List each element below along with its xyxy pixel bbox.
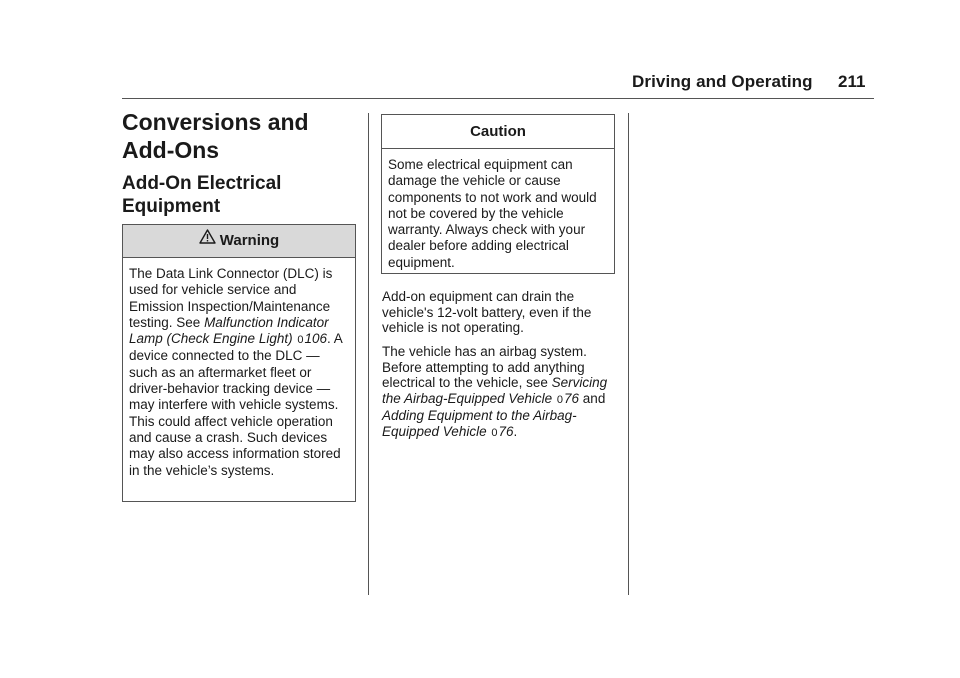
airbag-ref-page-1[interactable]: 76 — [564, 390, 580, 406]
section-title-line-2: Add-Ons — [122, 137, 220, 163]
running-header-title: Driving and Operating — [632, 72, 813, 91]
subsection-title — [122, 172, 362, 218]
caution-box — [381, 114, 615, 274]
subsection-title-line-2: Equipment — [122, 196, 221, 217]
subsection-title-line-1: Add-On Electrical — [122, 173, 282, 194]
caution-header — [382, 115, 614, 149]
warning-text-continued: . A device connected to the DLC — such as an aftermarket fleet or driver-behavior tracking device — may interfere with vehicle systems. This could affect vehicle operation and cause a crash. Such devices may also access information stored in the vehicle’s systems. — [129, 331, 343, 478]
airbag-text: The vehicle has an airbag system. Before attempting to add anything electrical to the vehicle, see — [382, 344, 587, 390]
page-number: 211 — [838, 72, 866, 91]
header-rule — [122, 98, 874, 99]
warning-box — [122, 224, 356, 502]
warning-header — [123, 225, 355, 258]
column-divider-left — [368, 113, 369, 595]
airbag-and-text: and — [579, 390, 606, 406]
page-ref-icon: 0 — [297, 334, 304, 347]
page-ref-icon: 0 — [491, 426, 498, 439]
paragraph-battery-drain: Add-on equipment can drain the vehicle's 12-volt battery, even if the vehicle is not operating. — [382, 289, 592, 335]
airbag-ref-page-2[interactable]: 76 — [498, 423, 514, 439]
warning-crossref-link[interactable]: Malfunction Indicator Lamp (Check Engine Light) — [129, 314, 329, 347]
column-divider-right — [628, 113, 629, 595]
warning-label: Warning — [219, 232, 280, 249]
warning-body — [123, 258, 355, 479]
page-ref-icon: 0 — [556, 393, 564, 406]
paragraph-airbag — [382, 344, 618, 441]
airbag-end-text: . — [513, 423, 518, 439]
warning-ref-page[interactable]: 106 — [304, 331, 328, 347]
airbag-crossref-link-2[interactable]: Adding Equipment to the Airbag-Equipped Vehicle — [382, 408, 577, 439]
caution-body: Some electrical equipment can damage the vehicle or cause components to not work and would not be covered by the vehicle warranty. Always check with your dealer before adding electrical equipment. — [388, 157, 597, 270]
caution-label: Caution — [470, 123, 526, 140]
warning-text: The Data Link Connector (DLC) is used for vehicle service and Emission Inspection/Maintenance testing. See — [129, 266, 333, 330]
airbag-crossref-link-1[interactable]: Servicing the Airbag-Equipped Vehicle — [382, 375, 608, 406]
section-title — [122, 108, 362, 164]
section-title-line-1: Conversions and — [122, 109, 309, 135]
warning-triangle-icon — [199, 224, 216, 256]
